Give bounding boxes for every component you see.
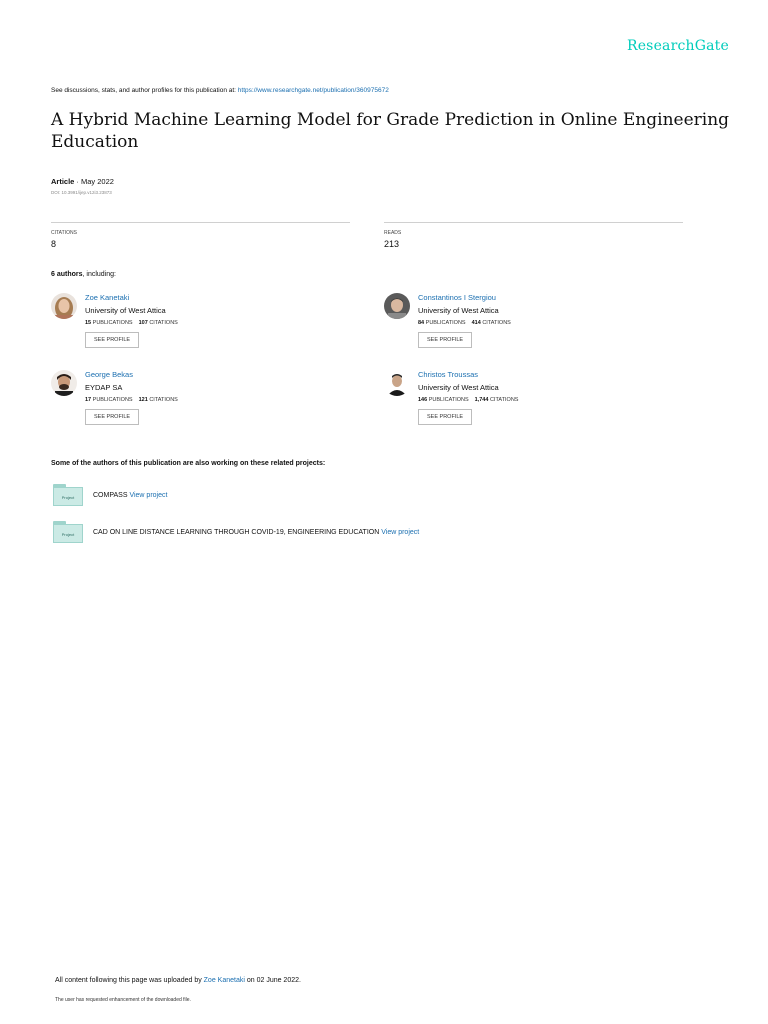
author-institution: EYDAP SA [85,383,123,392]
authors-count: 6 authors [51,271,83,278]
see-profile-button[interactable]: SEE PROFILE [418,409,472,425]
publications-count: 146 [418,397,428,403]
project-name: COMPASS [93,492,130,499]
citations-count: 1,744 [474,397,489,403]
author-card [51,293,351,363]
author-metrics [418,320,678,326]
article-type: Article [51,177,75,186]
author-institution: University of West Attica [418,306,499,315]
folder-icon [53,484,83,506]
author-metrics [85,320,345,326]
project-text [93,529,419,536]
authors-heading [51,271,116,278]
folder-icon [53,521,83,543]
article-meta [51,177,114,186]
folder-label: Project [61,495,75,500]
uploaded-suffix: on 02 June 2022. [244,977,301,984]
publications-count: 15 [85,320,92,326]
see-profile-button[interactable]: SEE PROFILE [85,409,139,425]
author-card [51,370,351,440]
citations-label: CITATIONS [149,397,178,403]
publication-url-link[interactable]: https://www.researchgate.net/publication/360975672 [237,87,389,94]
citations-value: 8 [51,239,57,249]
author-card [384,370,684,440]
avatar[interactable] [384,293,410,319]
view-project-link[interactable]: View project [129,492,168,499]
discussions-text: See discussions, stats, and author profiles for this publication at: [51,87,238,94]
reads-label: READS [384,230,402,236]
citations-count: 414 [471,320,481,326]
citations-label: CITATIONS [51,230,77,236]
author-metrics [85,397,345,403]
citations-label: CITATIONS [149,320,178,326]
uploaded-note [55,977,301,984]
project-item [53,484,653,510]
doi: DOI: 10.3991/ijep.v12i3.23873 [51,190,112,195]
author-name-link[interactable]: Zoe Kanetaki [85,293,130,302]
see-profile-button[interactable]: SEE PROFILE [418,332,472,348]
citations-count: 107 [138,320,148,326]
publications-label: PUBLICATIONS [92,397,133,403]
publications-label: PUBLICATIONS [425,320,466,326]
project-item [53,521,653,547]
view-project-link[interactable]: View project [381,529,420,536]
avatar[interactable] [51,293,77,319]
author-metrics [418,397,678,403]
author-name-link[interactable]: Christos Troussas [418,370,479,379]
reads-stat [384,222,683,249]
citations-label: CITATIONS [489,397,519,403]
project-text [93,492,167,499]
avatar[interactable] [51,370,77,396]
author-institution: University of West Attica [85,306,166,315]
avatar[interactable] [384,370,410,396]
publications-label: PUBLICATIONS [92,320,133,326]
authors-suffix: , including: [82,271,116,278]
citations-label: CITATIONS [482,320,511,326]
article-date: · May 2022 [74,177,114,186]
author-name-link[interactable]: George Bekas [85,370,133,379]
publications-count: 84 [418,320,425,326]
publication-title: A Hybrid Machine Learning Model for Grade Prediction in Online Engineering Education [51,110,730,152]
citations-count: 121 [138,397,148,403]
author-name-link[interactable]: Constantinos I Stergiou [418,293,496,302]
uploader-link[interactable]: Zoe Kanetaki [203,977,245,984]
folder-label: Project [61,532,75,537]
uploaded-prefix: All content following this page was uploaded by [55,977,204,984]
researchgate-logo[interactable]: ResearchGate [626,38,729,54]
author-institution: University of West Attica [418,383,499,392]
project-name: CAD ON LINE DISTANCE LEARNING THROUGH COVID-19, ENGINEERING EDUCATION [93,529,382,536]
publications-count: 17 [85,397,92,403]
publications-label: PUBLICATIONS [428,397,469,403]
author-card [384,293,684,363]
reads-value: 213 [384,239,400,249]
related-projects-heading: Some of the authors of this publication are also working on these related projects: [51,460,326,467]
citations-stat [51,222,350,249]
enhancement-note: The user has requested enhancement of the downloaded file. [55,997,191,1003]
discussions-line [51,87,389,94]
see-profile-button[interactable]: SEE PROFILE [85,332,139,348]
